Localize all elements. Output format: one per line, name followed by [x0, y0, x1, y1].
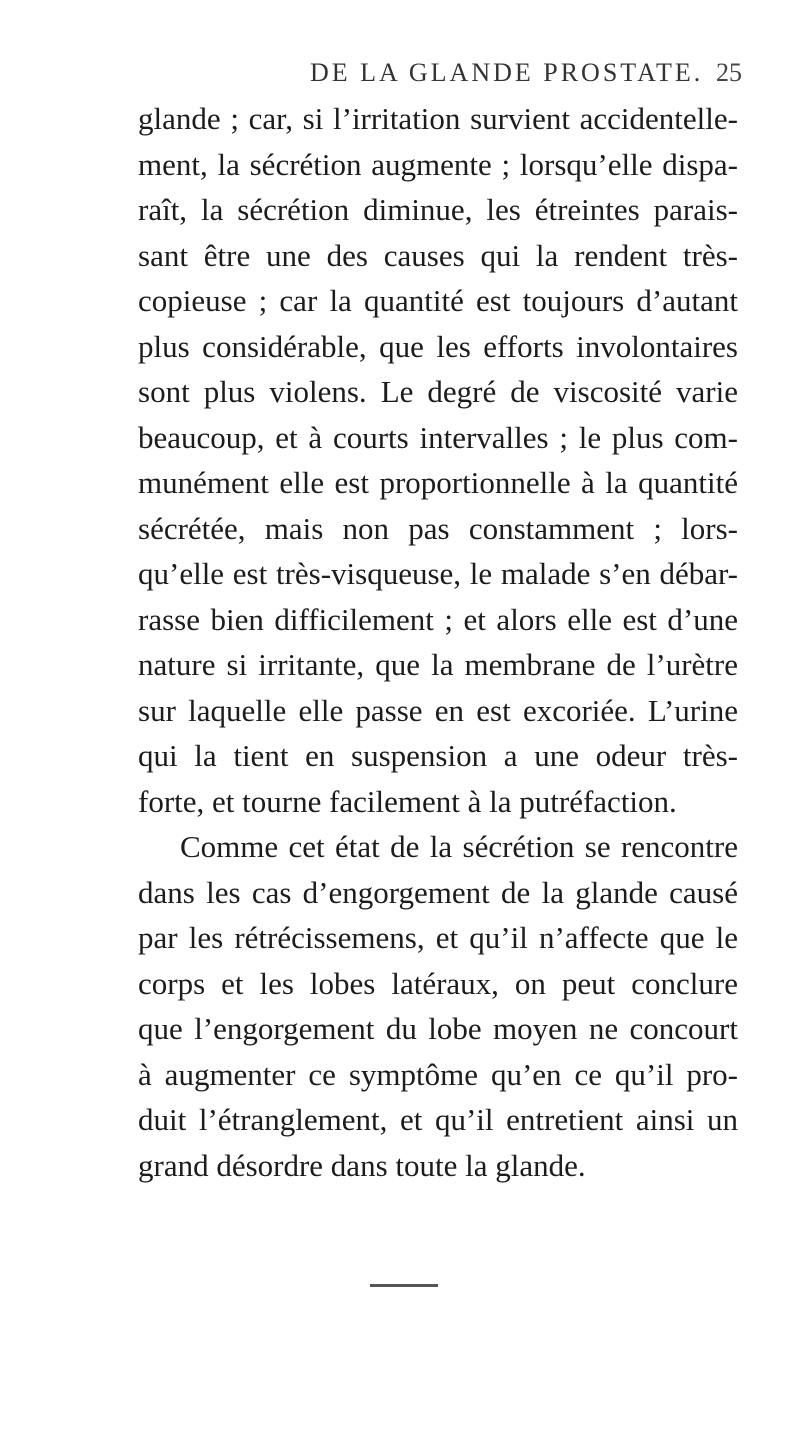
- end-rule-divider: [370, 1284, 438, 1287]
- text-line: plus considérable, que les efforts involontaires: [138, 328, 738, 364]
- text-line: ment, la sécrétion augmente ; lorsqu’elle dispa-: [138, 146, 738, 182]
- text-line: par les rétrécissemens, et qu’il n’affecte que le: [138, 920, 738, 955]
- text-line: grand désordre dans toute la glande.: [138, 1147, 586, 1183]
- text-line: raît, la sécrétion diminue, les étreintes parais-: [138, 192, 738, 227]
- paragraph-start-line: Comme cet état de la sécrétion se rencontre: [180, 829, 738, 864]
- text-line: que l’engorgement du lobe moyen ne concourt: [138, 1011, 738, 1046]
- running-head: [0, 58, 800, 98]
- text-line: dans les cas d’engorgement de la glande causé: [138, 874, 738, 910]
- text-line: copieuse ; car la quantité est toujours d’autant: [138, 283, 738, 318]
- text-line: nature si irritante, que la membrane de l’urètre: [138, 647, 738, 682]
- text-line: corps et les lobes latéraux, on peut conclure: [138, 965, 738, 1001]
- text-line: sant être une des causes qui la rendent très-: [138, 237, 738, 273]
- text-line: munément elle est proportionnelle à la quantité: [138, 465, 738, 500]
- running-head-title: DE LA GLANDE PROSTATE.: [310, 58, 704, 87]
- text-line: beaucoup, et à courts intervalles ; le plus com-: [138, 419, 738, 455]
- text-line: rasse bien difficilement ; et alors elle est d’une: [138, 601, 738, 637]
- text-line: sur laquelle elle passe en est excoriée. L’urine: [138, 692, 738, 728]
- body-text: [138, 96, 738, 1188]
- text-line: duit l’étranglement, et qu’il entretient ainsi un: [138, 1102, 738, 1137]
- text-line: à augmenter ce symptôme qu’en ce qu’il pro-: [138, 1056, 738, 1092]
- page-number: 25: [716, 58, 742, 87]
- text-line: sont plus violens. Le degré de viscosité varie: [138, 374, 738, 409]
- text-line: glande ; car, si l’irritation survient accidentelle-: [138, 101, 738, 136]
- text-line: qu’elle est très-visqueuse, le malade s’en débar-: [138, 556, 738, 591]
- text-line: qui la tient en suspension a une odeur très-: [138, 738, 738, 773]
- text-line: forte, et tourne facilement à la putréfaction.: [138, 783, 677, 819]
- text-line: sécrétée, mais non pas constamment ; lors-: [138, 510, 738, 546]
